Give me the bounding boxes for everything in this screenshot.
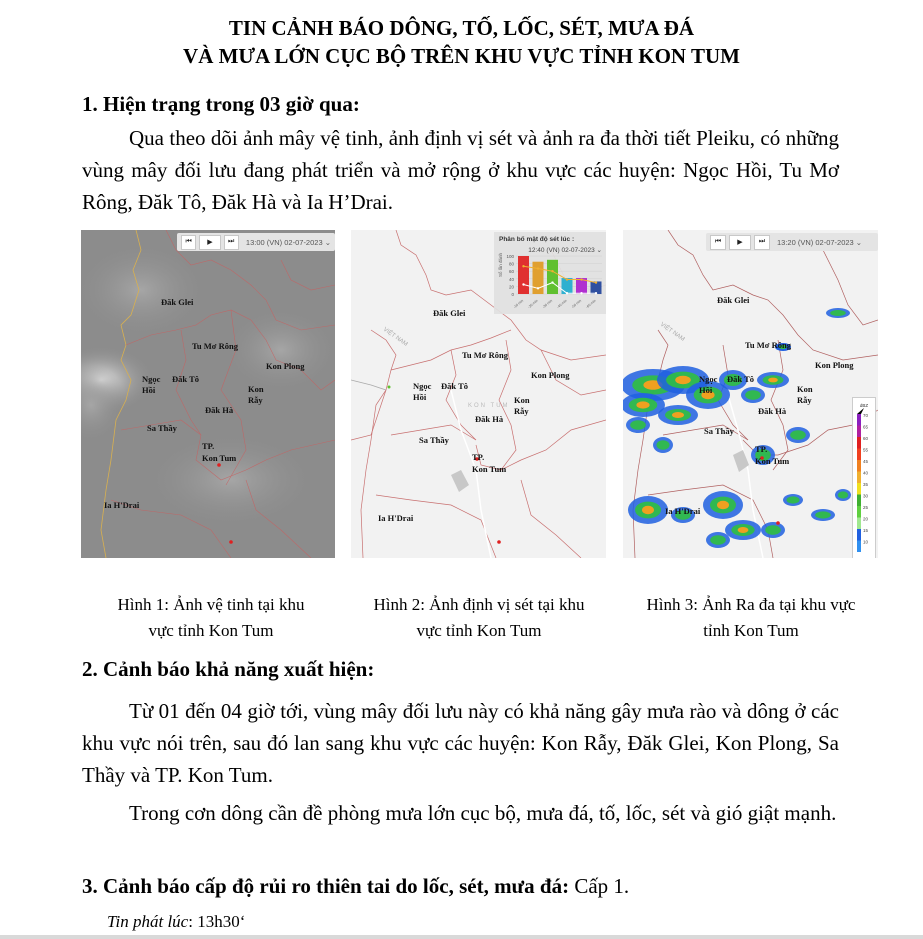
- legend-tick-label: 70: [863, 413, 869, 418]
- series-point-white: [522, 283, 524, 285]
- map-label-ray: Rẫy: [514, 406, 529, 416]
- map-label-ngoc: Ngọc: [413, 381, 432, 391]
- radar-echo-core: [672, 412, 684, 418]
- x-tick-label: -20 min: [527, 298, 539, 310]
- radar-echo-mid: [765, 525, 781, 535]
- radar-echo-mid: [787, 496, 800, 503]
- figure1-caption-line2: vực tỉnh Kon Tum: [148, 621, 274, 640]
- page-bottom-border: [0, 935, 923, 939]
- radar-echo-core: [717, 501, 729, 509]
- legend-color-swatch: [857, 437, 861, 449]
- map-label-ngoc: Ngọc: [142, 374, 161, 384]
- figure3-caption-line1: Hình 3: Ảnh Ra đa tại khu vực: [646, 595, 856, 614]
- map-label-tp: TP.: [755, 444, 768, 454]
- issued-time-label: Tin phát lúc: [107, 912, 189, 931]
- legend-color-swatch: [857, 449, 861, 461]
- legend-color-swatch: [857, 506, 861, 518]
- map-label-tp: TP.: [472, 452, 485, 462]
- map-label-hoi: Hồi: [699, 385, 713, 395]
- series-point-orange: [551, 270, 553, 272]
- legend-color-swatch: [857, 529, 861, 541]
- legend-tick-label: 65: [863, 424, 869, 430]
- map-label-hoi: Hồi: [413, 392, 427, 402]
- radar-echo-core: [738, 527, 749, 533]
- issued-time: [107, 910, 245, 934]
- series-point-white: [595, 292, 597, 294]
- watermark-vietnam: VIỆT NAM: [658, 321, 686, 343]
- legend-color-swatch: [857, 518, 861, 530]
- figure2-caption: [348, 592, 610, 644]
- figure1-caption: [88, 592, 334, 644]
- legend-tick-label: 45: [863, 459, 869, 464]
- map-label-dak-ha: Đăk Hà: [758, 406, 787, 416]
- map-label-ia-hdrai: Ia H'Drai: [378, 513, 414, 523]
- map-label-tu-mo-rong: Tu Mơ Rông: [192, 341, 238, 351]
- lightning-time-select[interactable]: 12:40 (VN) 02-07-2023 ⌄: [528, 247, 602, 254]
- x-tick-label: -30 min: [541, 298, 554, 310]
- figure-radar-map: [623, 230, 878, 558]
- map-label-dak-ha: Đăk Hà: [475, 414, 504, 424]
- lightning-panel-title: Phân bố mật độ sét lúc :: [499, 236, 575, 243]
- x-tick-label: -10 min: [512, 298, 525, 310]
- play-button[interactable]: ▶: [199, 235, 220, 250]
- watermark-vietnam: VIỆT NAM: [381, 326, 409, 348]
- map-label-sa-thay: Sa Thầy: [704, 426, 734, 436]
- radar-echo-core: [768, 378, 778, 383]
- legend-color-swatch: [857, 460, 861, 472]
- skip-forward-button[interactable]: ⏭: [754, 235, 770, 250]
- y-axis-label: Số lần đánh: [498, 252, 503, 277]
- legend-color-swatch: [857, 426, 861, 438]
- legend-tick-label: 35: [863, 482, 869, 487]
- radar-echo-mid: [710, 535, 726, 545]
- x-tick-label: -40 min: [556, 298, 568, 310]
- map-label-ia-hdrai: Ia H'Drai: [665, 506, 701, 516]
- map-label-kon-plong: Kon Plong: [531, 370, 570, 380]
- map-label-dak-to: Đăk Tô: [441, 381, 469, 391]
- section2-paragraph1: Từ 01 đến 04 giờ tới, vùng mây đối lưu này có khả năng gây mưa rào và dông ở các khu vực nói trên, sau đó lan sang khu vực các huyện: Kon Rẫy, Đăk Glei, Kon Plong, Sa Thầy và TP. Kon Tum.: [82, 699, 839, 787]
- map-label-dak-glei: Đăk Glei: [717, 295, 750, 305]
- map-label-sa-thay: Sa Thầy: [147, 423, 177, 433]
- legend-tick-label: 25: [863, 505, 869, 510]
- map-label-tu-mo-rong: Tu Mơ Rông: [462, 350, 508, 360]
- radar-echo-mid: [815, 511, 831, 518]
- figure1-caption-line1: Hình 1: Ảnh vệ tinh tại khu: [117, 595, 305, 614]
- legend-unit: dBZ: [859, 403, 869, 408]
- legend-tick-label: 20: [863, 516, 869, 522]
- radar-echo-mid: [790, 430, 806, 440]
- figure-satellite-map: [81, 230, 335, 558]
- series-point-white: [551, 281, 553, 283]
- figure-lightning-map: [351, 230, 606, 558]
- skip-back-button[interactable]: ⏮: [181, 235, 196, 250]
- section2-paragraph2: Trong cơn dông cần đề phòng mưa lớn cục bộ, mưa đá, tố, lốc, sét và gió giật mạnh.: [129, 801, 837, 825]
- legend-color-swatch: [857, 472, 861, 484]
- y-tick-label: 80: [508, 261, 514, 267]
- series-point-white: [580, 292, 582, 294]
- map-label-kon: Kon: [514, 395, 530, 405]
- legend-color-swatch: [857, 541, 861, 553]
- series-point-white: [537, 287, 539, 289]
- issued-time-value: 13h30‘: [197, 912, 246, 931]
- map-label-kon: Kon: [248, 384, 264, 394]
- map-label-hoi: Hồi: [142, 385, 156, 395]
- map-label-ngoc: Ngọc: [699, 374, 718, 384]
- map-label-dak-glei: Đăk Glei: [433, 308, 466, 318]
- legend-color-swatch: [857, 414, 861, 426]
- legend-color-swatch: [857, 483, 861, 495]
- x-tick-label: -50 min: [570, 298, 583, 310]
- map-label-ray: Rẫy: [797, 395, 812, 405]
- y-tick-label: 100: [506, 254, 514, 259]
- radar-echo-mid: [657, 440, 670, 450]
- radar-playback-controls: [706, 233, 878, 251]
- radar-echo-mid: [630, 420, 646, 430]
- series-point-orange: [522, 265, 524, 267]
- series-point-orange: [566, 278, 568, 280]
- map-label-kon: Kon: [797, 384, 813, 394]
- map-label-tu-mo-rong: Tu Mơ Rông: [745, 340, 791, 350]
- series-point-orange: [595, 281, 597, 283]
- bar: [547, 260, 558, 294]
- x-tick-label: -60 min: [585, 298, 597, 310]
- issued-time-sep: :: [188, 912, 198, 931]
- series-point-orange: [580, 278, 582, 280]
- satellite-playback-controls: [177, 233, 335, 251]
- satellite-time-select[interactable]: 13:00 (VN) 02-07-2023 ⌄: [245, 237, 331, 247]
- map-label-kon-tum: Kon Tum: [755, 456, 790, 466]
- lightning-density-chart: [494, 232, 606, 314]
- section2-heading: 2. Cảnh báo khả năng xuất hiện:: [82, 657, 375, 681]
- map-label-dak-ha: Đăk Hà: [205, 405, 234, 415]
- map-label-dak-to: Đăk Tô: [172, 374, 200, 384]
- radar-map-graphic: [623, 230, 878, 558]
- map-label-kon-plong: Kon Plong: [266, 361, 305, 371]
- map-label-sa-thay: Sa Thầy: [419, 435, 449, 445]
- figure3-caption-line2: tỉnh Kon Tum: [703, 621, 799, 640]
- radar-echo-mid: [830, 310, 846, 316]
- legend-color-swatch: [857, 495, 861, 507]
- radar-dbz-legend: [852, 397, 876, 558]
- risk-level: Cấp 1.: [569, 874, 630, 898]
- skip-back-button[interactable]: ⏮: [710, 235, 726, 250]
- skip-forward-button[interactable]: ⏭: [224, 235, 239, 250]
- figure2-caption-line2: vực tỉnh Kon Tum: [416, 621, 542, 640]
- legend-tick-label: 40: [863, 470, 869, 476]
- series-point-white: [566, 292, 568, 294]
- section3-heading: [82, 873, 629, 899]
- legend-tick-label: 55: [863, 447, 869, 453]
- legend-tick-label: 30: [863, 493, 869, 499]
- map-label-dak-glei: Đăk Glei: [161, 297, 194, 307]
- map-label-dak-to: Đăk Tô: [727, 374, 755, 384]
- map-label-kon-tum: Kon Tum: [202, 453, 237, 463]
- section1-paragraph: Qua theo dõi ảnh mây vệ tinh, ảnh định vị sét và ảnh ra đa thời tiết Pleiku, có những vùng mây đối lưu đang phát triển và mở rộng ở khu vực các huyện: Ngọc Hồi, Tu Mơ Rông, Đăk Tô, Đăk Hà và Ia H’Drai.: [82, 126, 839, 214]
- y-tick-label: 0: [511, 292, 514, 297]
- map-label-ray: Rẫy: [248, 395, 263, 405]
- radar-echo-core: [642, 506, 654, 514]
- radar-time-select[interactable]: 13:20 (VN) 02-07-2023 ⌄: [777, 237, 863, 247]
- bar: [518, 256, 529, 294]
- section3-heading-text: 3. Cảnh báo cấp độ rủi ro thiên tai do lốc, sét, mưa đá:: [82, 874, 570, 898]
- figure2-caption-line1: Hình 2: Ảnh định vị sét tại khu: [373, 595, 585, 614]
- legend-tick-label: 10: [863, 539, 869, 545]
- legend-tick-label: 15: [863, 528, 869, 533]
- map-label-tp: TP.: [202, 441, 215, 451]
- radar-echo-core: [675, 376, 691, 384]
- lightning-density-panel: [494, 232, 606, 314]
- section1-heading: 1. Hiện trạng trong 03 giờ qua:: [82, 92, 360, 116]
- legend-tick-label: 60: [863, 436, 869, 441]
- y-tick-label: 20: [508, 284, 514, 290]
- radar-echo-mid: [838, 491, 848, 498]
- series-point-orange: [537, 267, 539, 269]
- map-label-kon-plong: Kon Plong: [815, 360, 854, 370]
- y-tick-label: 60: [508, 269, 514, 275]
- y-tick-label: 40: [508, 276, 514, 282]
- map-label-ia-hdrai: Ia H'Drai: [104, 500, 140, 510]
- document-title-line1: TIN CẢNH BÁO DÔNG, TỐ, LỐC, SÉT, MƯA ĐÁ: [228, 16, 695, 40]
- radar-echo-mid: [745, 390, 761, 400]
- radar-legend-scale: [853, 398, 875, 558]
- figure3-caption: [620, 592, 882, 644]
- document-title-line2: VÀ MƯA LỚN CỤC BỘ TRÊN KHU VỰC TỈNH KON TUM: [183, 44, 740, 68]
- play-button[interactable]: ▶: [729, 235, 751, 250]
- radar-echo-core: [636, 401, 649, 408]
- map-label-kon-tum: Kon Tum: [472, 464, 507, 474]
- watermark-kontum: KON TUM: [468, 403, 510, 409]
